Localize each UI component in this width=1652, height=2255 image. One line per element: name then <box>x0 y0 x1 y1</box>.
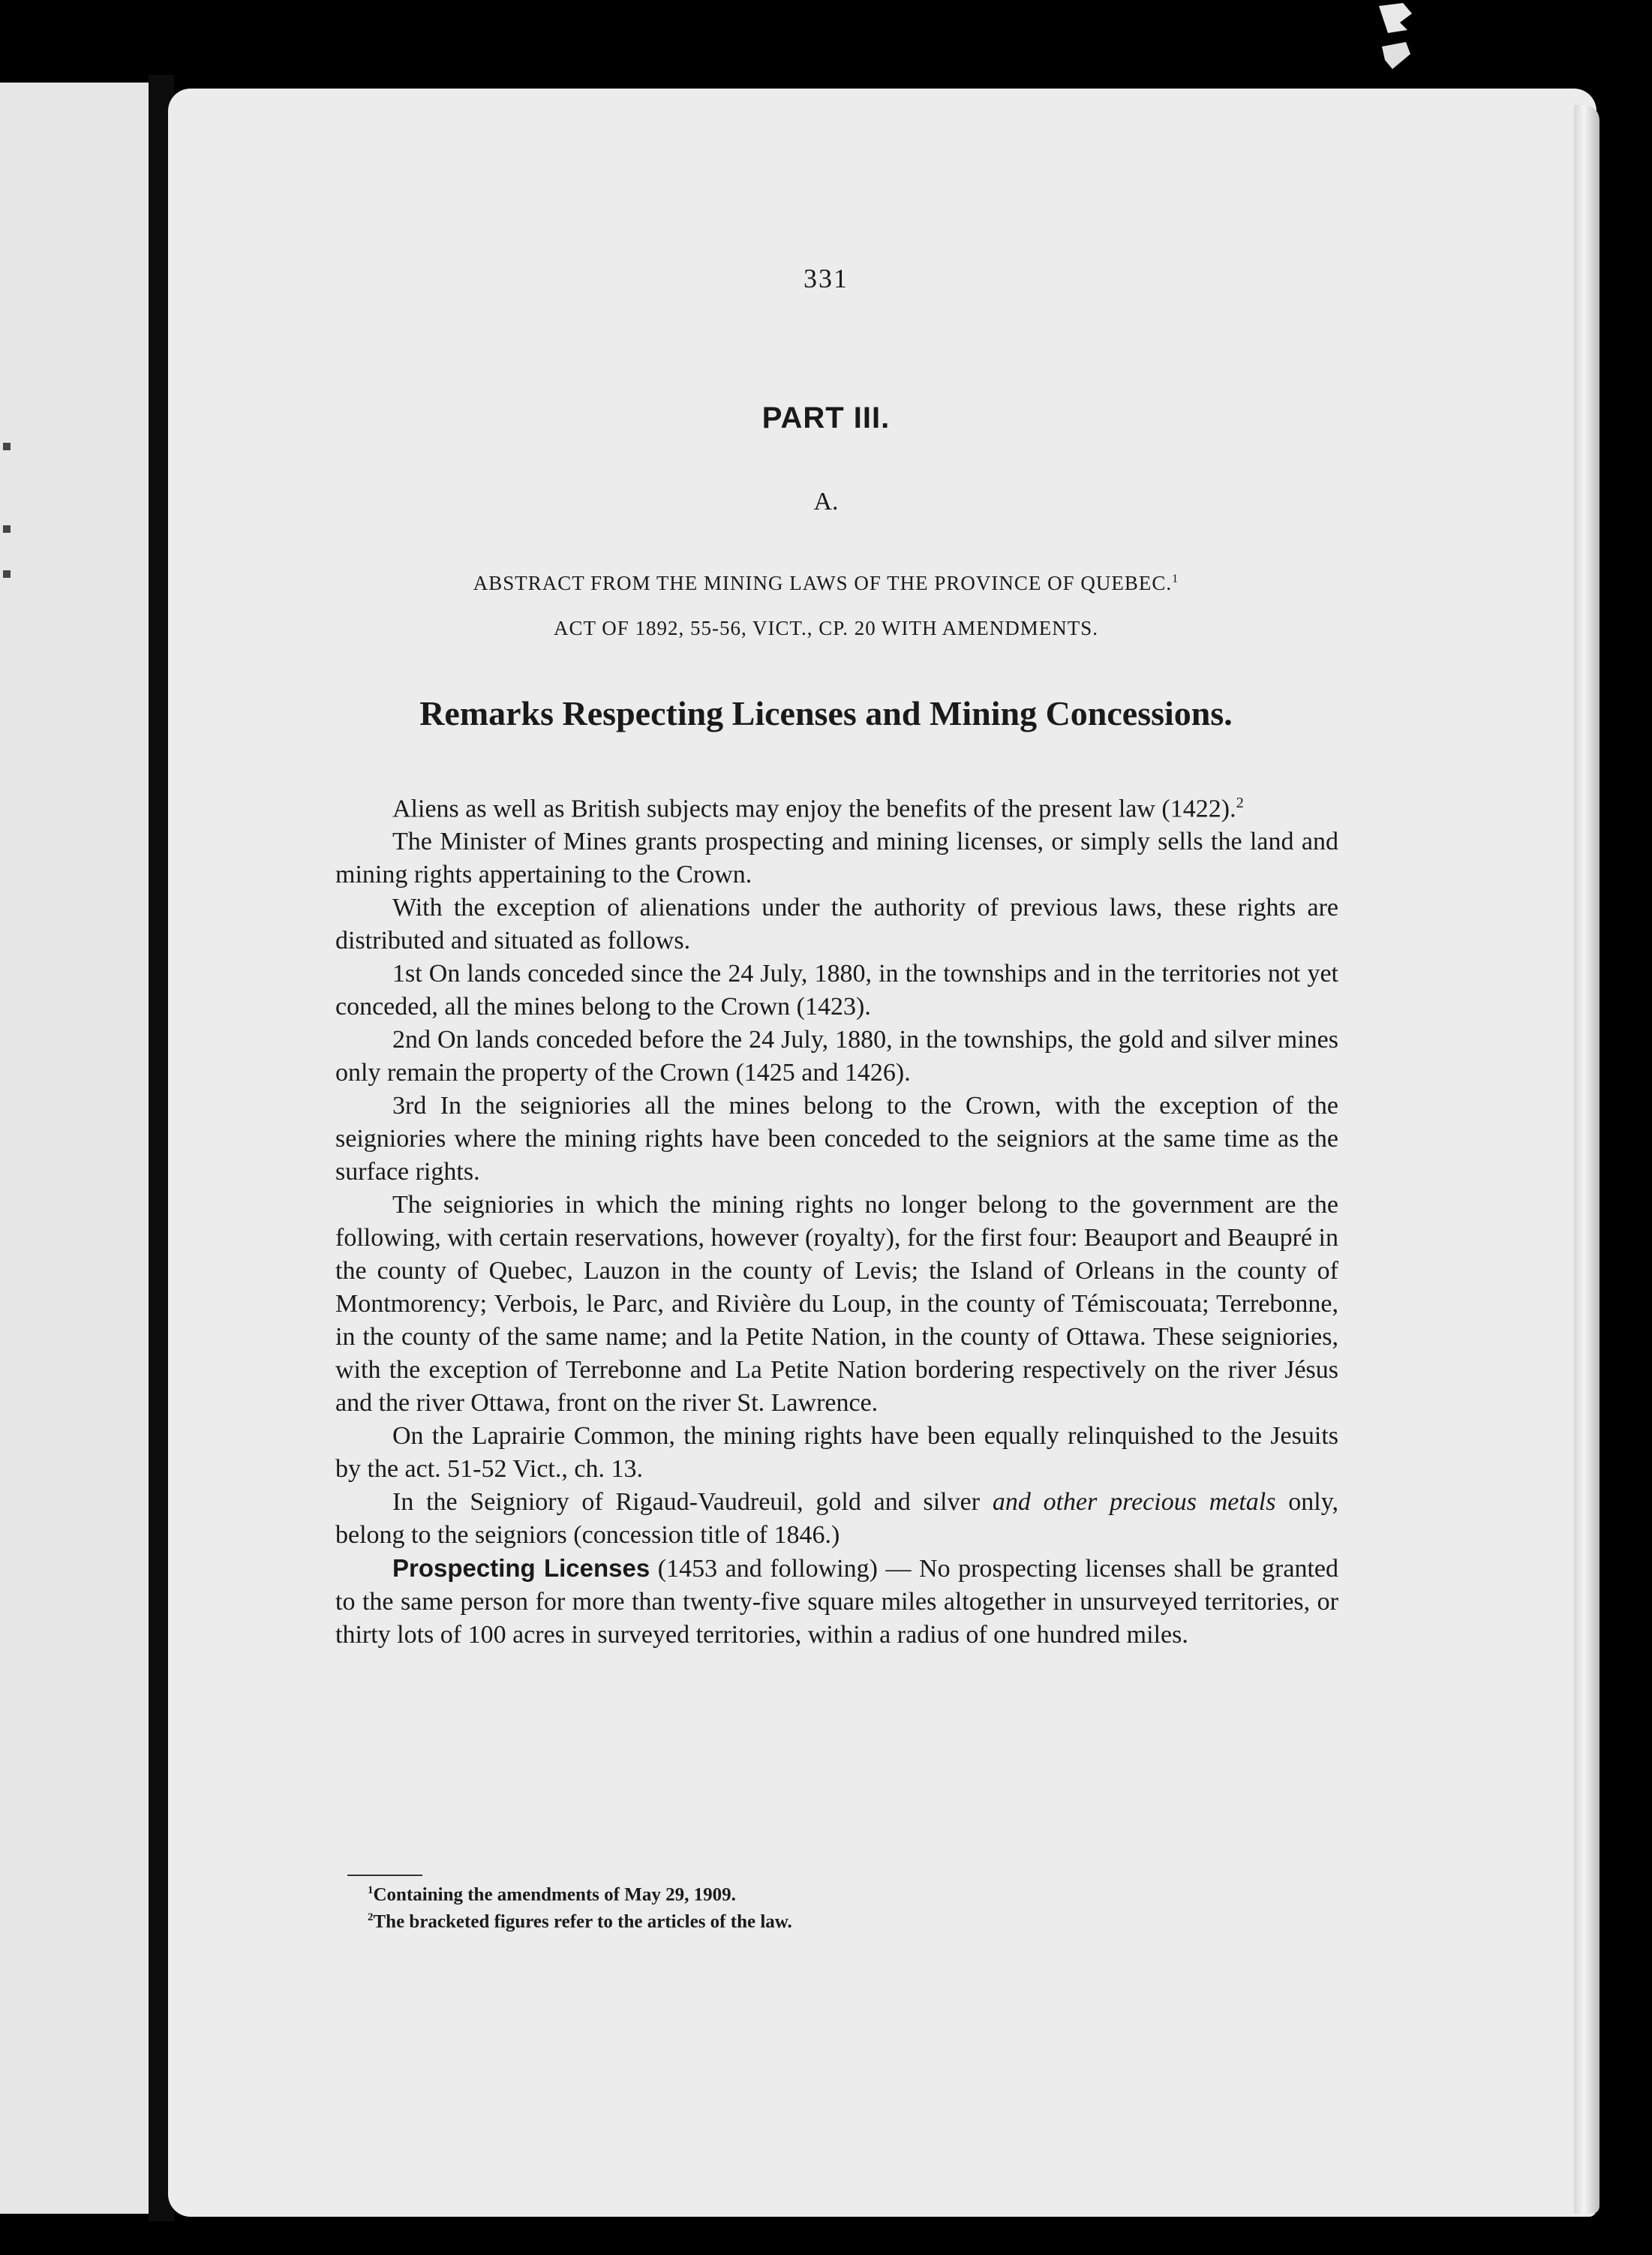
paragraph: 2nd On lands conceded before the 24 July, 1880, in the townships, the gold and silver mines only remain the property of the Crown (1425 and 1426). <box>335 1026 1338 1087</box>
inline-heading: Prospecting Licenses <box>392 1554 650 1583</box>
part-title: PART III. <box>761 401 891 434</box>
footnote <box>368 1879 1305 1906</box>
body-text <box>335 786 1338 1652</box>
section-letter: A. <box>813 488 839 516</box>
paragraph <box>335 1552 1338 1652</box>
paragraph <box>335 786 1338 825</box>
paragraph <box>335 1486 1338 1552</box>
footnote-ref: 2 <box>1236 795 1244 811</box>
section-heading: Remarks Respecting Licenses and Mining Concessions. <box>419 694 1233 732</box>
abstract-title-text: ABSTRACT FROM THE MINING LAWS OF THE PROVINCE OF QUEBEC. <box>473 572 1173 594</box>
paragraph: On the Laprairie Common, the mining rights have been equally relinquished to the Jesuits by the act. 51-52 Vict., ch. 13. <box>335 1422 1338 1484</box>
paragraph: The seigniories in which the mining rights no longer belong to the government are the following, with certain reservations, however (royalty), for the first four: Beauport and Beaupré in the county of Quebec, Lauzon in the county of Levis; the Island of Orleans in the county of Montmorency; Verbois, le Parc, and Rivière du Loup, in the county of Témiscouata; Terrebonne, in the county of the same name; and la Petite Nation, in the county of Ottawa. These seigniories, with the exception of Terrebonne and La Petite Nation bordering respectively on the river Jésus and the river Ottawa, front on the river St. Lawrence. <box>335 1191 1338 1418</box>
act-line: ACT OF 1892, 55-56, VICT., CP. 20 WITH AMENDMENTS. <box>553 617 1099 639</box>
footnotes <box>368 1879 1305 1934</box>
paragraph-text: In the Seigniory of Rigaud-Vaudreuil, gold and silver <box>392 1488 981 1517</box>
paragraph-italic-text: and other precious metals <box>992 1488 1276 1517</box>
abstract-title <box>0 572 1652 595</box>
footnote-ref: 1 <box>1172 572 1179 585</box>
corner-tab-mark <box>1373 0 1418 75</box>
paragraph-text: Aliens as well as British subjects may enjoy the benefits of the present law (1422). <box>392 795 1236 823</box>
footnote-divider <box>347 1875 422 1876</box>
footnote-mark: 2 <box>368 1911 374 1924</box>
footnote-mark: 1 <box>368 1884 374 1896</box>
page-number: 331 <box>803 263 849 293</box>
paragraph-text: only, belong to the seigniors (concession title of 1846.) <box>335 1488 1338 1550</box>
paragraph: 3rd In the seigniories all the mines belong to the Crown, with the exception of the seigniories where the mining rights have been conceded to the seigniors at the same time as the surface rights. <box>335 1092 1338 1186</box>
footnote-text: The bracketed figures refer to the articles of the law. <box>373 1911 792 1932</box>
footnote <box>368 1906 1305 1933</box>
paragraph: With the exception of alienations under the authority of previous laws, these rights are distributed and situated as follows. <box>335 894 1338 955</box>
paragraph: The Minister of Mines grants prospecting and mining licenses, or simply sells the land and mining rights appertaining to the Crown. <box>335 828 1338 889</box>
footnote-text: Containing the amendments of May 29, 1909. <box>373 1884 736 1905</box>
paragraph-text: (1453 and following) — No prospecting licenses shall be granted to the same person for more than twenty-five square miles altogether in unsurveyed territories, or thirty lots of 100 acres in surveyed territories, within a radius of one hundred miles. <box>335 1555 1338 1649</box>
paragraph: 1st On lands conceded since the 24 July, 1880, in the townships and in the territories not yet conceded, all the mines belong to the Crown (1423). <box>335 960 1338 1021</box>
